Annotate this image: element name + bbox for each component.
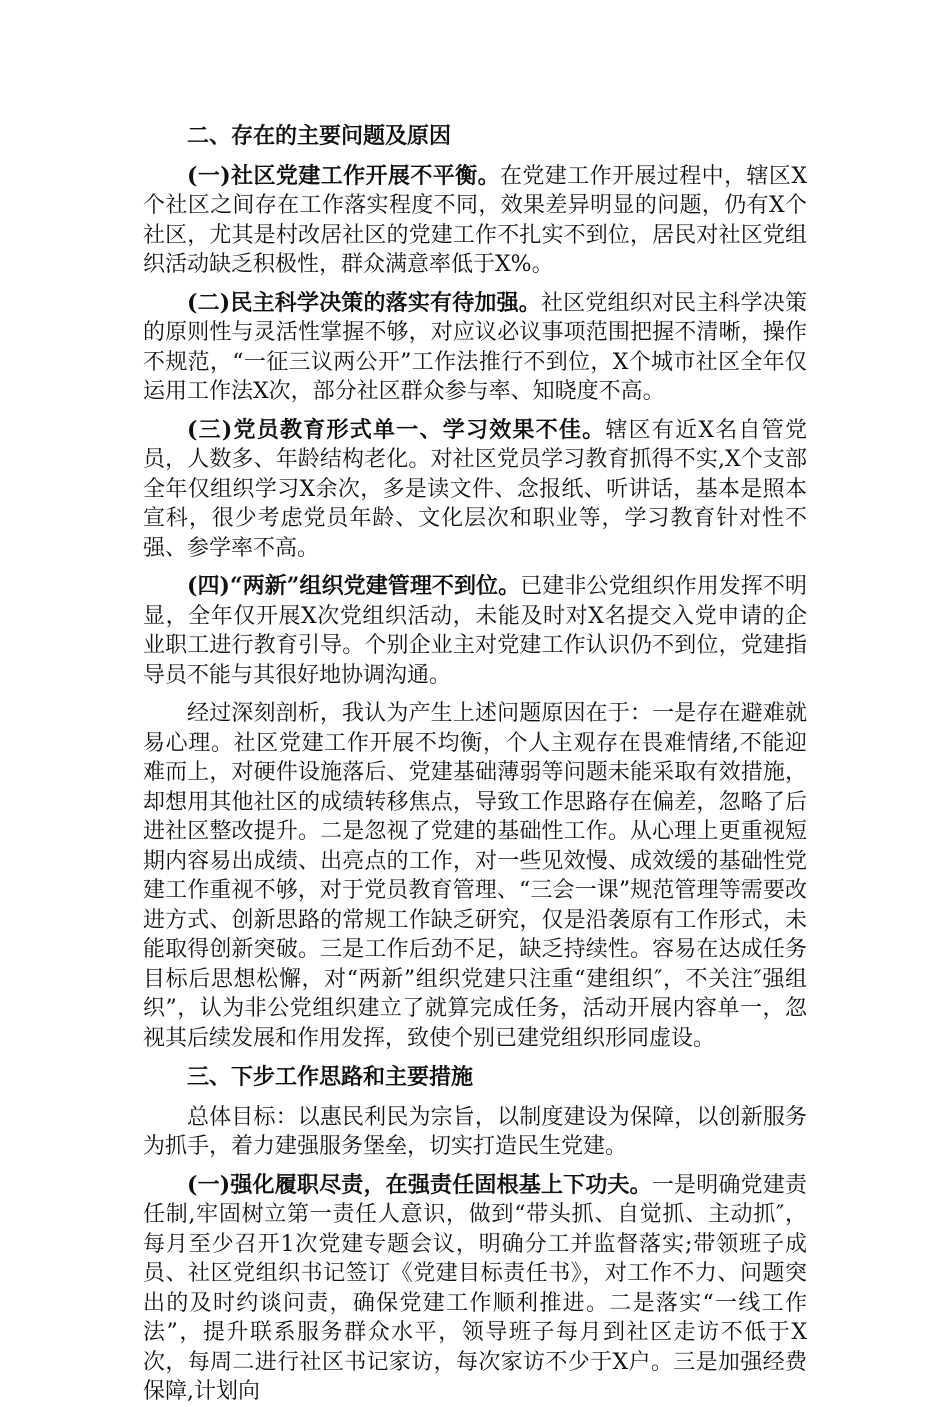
issue-3-lead: (三)党员教育形式单一、学习效果不佳。 bbox=[187, 416, 606, 443]
goal-paragraph: 总体目标：以惠民利民为宗旨，以制度建设为保障，以创新服务为抓手，着力建强服务堡垒，切实打造民生党建。 bbox=[143, 1104, 807, 1159]
issue-paragraph-4 bbox=[143, 572, 807, 690]
issue-2-text: 社区党组织对民主科学决策的原则性与灵活性掌握不够，对应议必议事项范围把握不清晰，操作不规范，“一征三议两公开”工作法推行不到位，X个城市社区全年仅运用工作法X次，部分社区群众参与率、知晓度不高。 bbox=[143, 290, 807, 404]
issue-4-text: 已建非公党组织作用发挥不明显，全年仅开展X次党组织活动，未能及时对X名提交入党申请的企业职工进行教育引导。个别企业主对党建工作认识仍不到位，党建指导员不能与其很好地协调沟通。 bbox=[143, 574, 807, 688]
measure-1-text: 一是明确党建责任制,牢固树立第一责任人意识，做到“带头抓、自觉抓、主动抓″，每月至少召开1次党建专题会议，明确分工并监督落实;带领班子成员、社区党组织书记签订《党建目标责任书》，对工作不力、问题突出的及时约谈问责，确保党建工作顺利推进。二是落实“一线工作法”，提升联系服务群众水平，领导班子每月到社区走访不低于X次，每周二进行社区书记家访，每次家访不少于X户。三是加强经费保障,计划向 bbox=[143, 1172, 807, 1404]
issue-4-lead: (四)“两新”组织党建管理不到位。 bbox=[187, 573, 521, 599]
section-2-heading: 二、存在的主要问题及原因 bbox=[187, 123, 452, 149]
measure-paragraph-1 bbox=[143, 1171, 807, 1407]
document-page bbox=[143, 122, 807, 1407]
issue-1-lead: (一)社区党建工作开展不平衡。 bbox=[187, 162, 500, 189]
issue-1-text: 在党建工作开展过程中，辖区X个社区之间存在工作落实程度不同，效果差异明显的问题，仍有X个社区，尤其是村改居社区的党建工作不扎实不到位，居民对社区党组织活动缺乏积极性，群众满意率低于X%。 bbox=[143, 163, 807, 277]
issue-paragraph-1 bbox=[143, 162, 807, 280]
measure-1-lead: (一)强化履职尽责，在强责任固根基上下功夫。 bbox=[187, 1171, 652, 1198]
issue-2-lead: (二)民主科学决策的落实有待加强。 bbox=[187, 289, 541, 316]
section-3-heading: 三、下步工作思路和主要措施 bbox=[187, 1064, 474, 1090]
issue-paragraph-3 bbox=[143, 416, 807, 564]
issue-paragraph-2 bbox=[143, 289, 807, 407]
issue-3-text: 辖区有近X名自管党员，人数多、年龄结构老化。对社区党员学习教育抓得不实,X个支部全年仅组织学习X余次，多是读文件、念报纸、听讲话，基本是照本宣科，很少考虑党员年龄、文化层次和职业等，学习教育针对性不强、参学率不高。 bbox=[143, 417, 807, 561]
analysis-paragraph: 经过深刻剖析，我认为产生上述问题原因在于：一是存在避难就易心理。社区党建工作开展不均衡，个人主观存在畏难情绪,不能迎难而上，对硬件设施落后、党建基础薄弱等问题未能采取有效措施，却想用其他社区的成绩转移焦点，导致工作思路存在偏差，忽略了后进社区整改提升。二是忽视了党建的基础性工作。从心理上更重视短期内容易出成绩、出亮点的工作，对一些见效慢、成效缓的基础性党建工作重视不够，对于党员教育管理、“三会一课”规范管理等需要改进方式、创新思路的常规工作缺乏研究，仅是沿袭原有工作形式，未能取得创新突破。三是工作后劲不足，缺乏持续性。容易在达成任务目标后思想松懈，对“两新”组织党建只注重“建组织″，不关注″强组织”，认为非公党组织建立了就算完成任务，活动开展内容单一，忽视其后续发展和作用发挥，致使个别已建党组织形同虚设。 bbox=[143, 701, 807, 1051]
